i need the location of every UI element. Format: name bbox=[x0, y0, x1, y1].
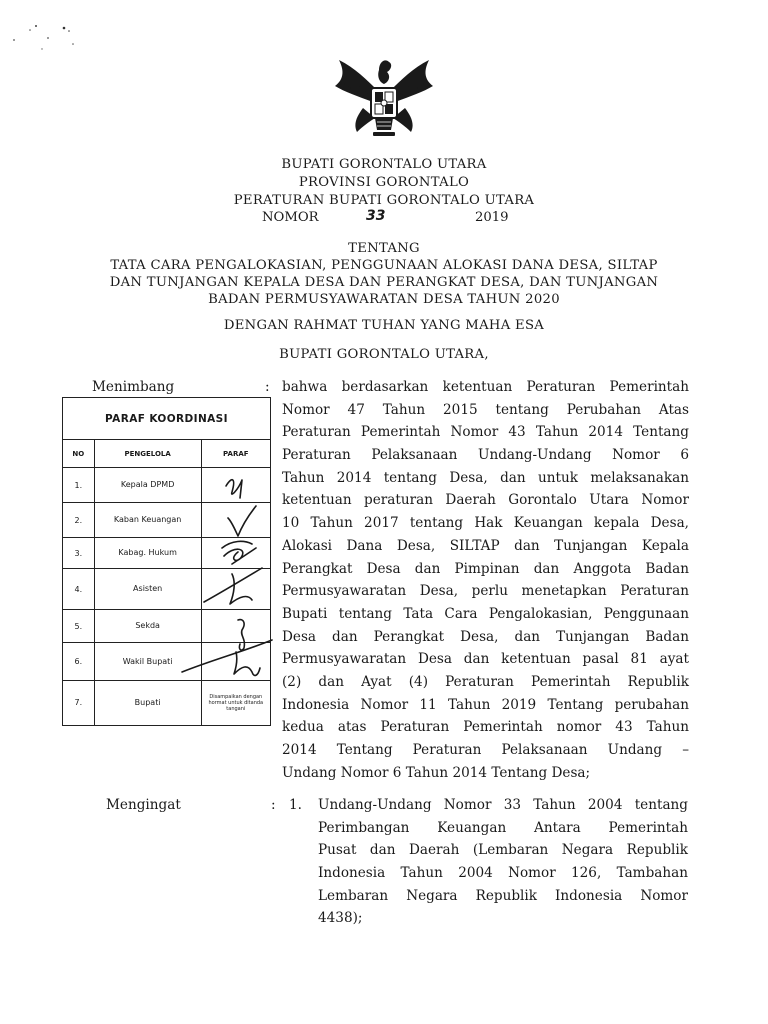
paraf-note: Disampaikan dengan hormat untuk ditanda tangani bbox=[201, 680, 270, 725]
mengingat-label: Mengingat bbox=[106, 797, 181, 813]
menimbang-line: Permusyawaratan Desa, perlu menetapkan Peraturan bbox=[282, 583, 689, 600]
nomor-value: 33 bbox=[366, 208, 386, 224]
menimbang-line: Alokasi Dana Desa, SILTAP dan Tunjangan Kepala bbox=[282, 537, 689, 554]
menimbang-line: bahwa berdasarkan ketentuan Peraturan Pemerintah bbox=[282, 379, 689, 395]
mengingat-line: 4438); bbox=[318, 910, 363, 927]
row-pengelola: Kaban Keuangan bbox=[94, 503, 201, 538]
title-tentang: TENTANG bbox=[348, 241, 420, 256]
menimbang-line: 2014 Tentang Peraturan Pelaksanaan Undang – bbox=[282, 742, 689, 758]
mengingat-line: Lembaran Negara Republik Indonesia Nomor bbox=[318, 887, 688, 904]
menimbang-line: Desa dan Perangkat Desa, dan Tunjangan Badan bbox=[282, 628, 689, 645]
opening-bupati: BUPATI GORONTALO UTARA, bbox=[279, 347, 489, 362]
column-header-no: NO bbox=[63, 440, 95, 468]
mengingat-item-number: 1. bbox=[289, 797, 302, 813]
header-provinsi: PROVINSI GORONTALO bbox=[298, 175, 470, 190]
row-no: 2. bbox=[63, 503, 95, 538]
column-header-pengelola: PENGELOLA bbox=[94, 440, 201, 468]
opening-rahmat: DENGAN RAHMAT TUHAN YANG MAHA ESA bbox=[223, 318, 545, 333]
signature-4 bbox=[204, 568, 262, 604]
menimbang-line: kedua atas Peraturan Pemerintah nomor 43 Tahun bbox=[282, 719, 689, 736]
row-no: 3. bbox=[63, 538, 95, 569]
row-pengelola: Sekda bbox=[94, 610, 201, 643]
menimbang-label: Menimbang bbox=[92, 379, 175, 395]
mengingat-colon: : bbox=[271, 797, 276, 813]
menimbang-line: Undang Nomor 6 Tahun 2014 Tentang Desa; bbox=[282, 764, 591, 781]
menimbang-line: Peraturan Pelaksanaan Undang-Undang Nomor 6 bbox=[282, 447, 689, 464]
paraf-table-title: PARAF KOORDINASI bbox=[63, 398, 271, 440]
mengingat-line: Indonesia Tahun 2004 Nomor 126, Tambahan bbox=[318, 865, 688, 882]
signature-2 bbox=[228, 506, 256, 536]
garuda-emblem-icon bbox=[327, 50, 441, 140]
signature-3 bbox=[222, 541, 256, 564]
row-no: 7. bbox=[63, 680, 95, 725]
menimbang-colon: : bbox=[265, 379, 270, 395]
menimbang-line: Peraturan Pemerintah Nomor 43 Tahun 2014 Tentang bbox=[282, 424, 689, 441]
signature-5 bbox=[238, 620, 244, 650]
row-pengelola: Kepala DPMD bbox=[94, 468, 201, 503]
menimbang-line: Bupati tentang Tata Cara Pengalokasian, Penggunaan bbox=[282, 605, 689, 622]
menimbang-text bbox=[282, 376, 689, 784]
menimbang-line: (2) dan Ayat (4) Peraturan Pemerintah Republik bbox=[282, 673, 689, 690]
menimbang-line: Indonesia Nomor 11 Tahun 2019 Tentang perubahan bbox=[282, 696, 689, 713]
row-no: 4. bbox=[63, 569, 95, 610]
title-line-3: BADAN PERMUSYAWARATAN DESA TAHUN 2020 bbox=[208, 292, 560, 307]
row-no: 1. bbox=[63, 468, 95, 503]
mengingat-line: Pusat dan Daerah (Lembaran Negara Republik bbox=[318, 842, 688, 859]
header-bupati: BUPATI GORONTALO UTARA bbox=[281, 157, 487, 172]
menimbang-line: Permusyawaratan Desa dan ketentuan pasal 81 ayat bbox=[282, 651, 689, 668]
row-pengelola: Asisten bbox=[94, 569, 201, 610]
menimbang-line: ketentuan peraturan Daerah Gorontalo Utara Nomor bbox=[282, 492, 689, 509]
row-no: 6. bbox=[63, 643, 95, 680]
menimbang-line: Nomor 47 Tahun 2015 tentang Perubahan Atas bbox=[282, 401, 689, 418]
mengingat-line: Undang-Undang Nomor 33 Tahun 2004 tentang bbox=[318, 797, 688, 813]
mengingat-line: Perimbangan Keuangan Antara Pemerintah bbox=[318, 819, 688, 836]
row-pengelola: Wakil Bupati bbox=[94, 643, 201, 680]
menimbang-line: Tahun 2014 tentang Desa, dan untuk melaksanakan bbox=[282, 469, 689, 486]
header-peraturan: PERATURAN BUPATI GORONTALO UTARA bbox=[233, 193, 535, 208]
title-line-1: TATA CARA PENGALOKASIAN, PENGGUNAAN ALOKASI DANA DESA, SILTAP bbox=[110, 258, 658, 273]
menimbang-line: 10 Tahun 2017 tentang Hak Keuangan kepala Desa, bbox=[282, 515, 689, 532]
signature-1 bbox=[226, 480, 242, 498]
menimbang-line: Perangkat Desa dan Pimpinan dan Anggota Badan bbox=[282, 560, 689, 577]
nomor-row bbox=[262, 210, 522, 232]
signatures-overlay bbox=[212, 464, 292, 694]
scan-specks bbox=[8, 22, 88, 62]
row-no: 5. bbox=[63, 610, 95, 643]
column-header-paraf: PARAF bbox=[201, 440, 270, 468]
title-line-2: DAN TUNJANGAN KEPALA DESA DAN PERANGKAT DESA, DAN TUNJANGAN bbox=[109, 275, 659, 290]
mengingat-text bbox=[318, 794, 688, 930]
nomor-year: 2019 bbox=[475, 210, 509, 225]
row-pengelola: Bupati bbox=[94, 680, 201, 725]
nomor-label: NOMOR bbox=[262, 210, 319, 225]
row-pengelola: Kabag. Hukum bbox=[94, 538, 201, 569]
